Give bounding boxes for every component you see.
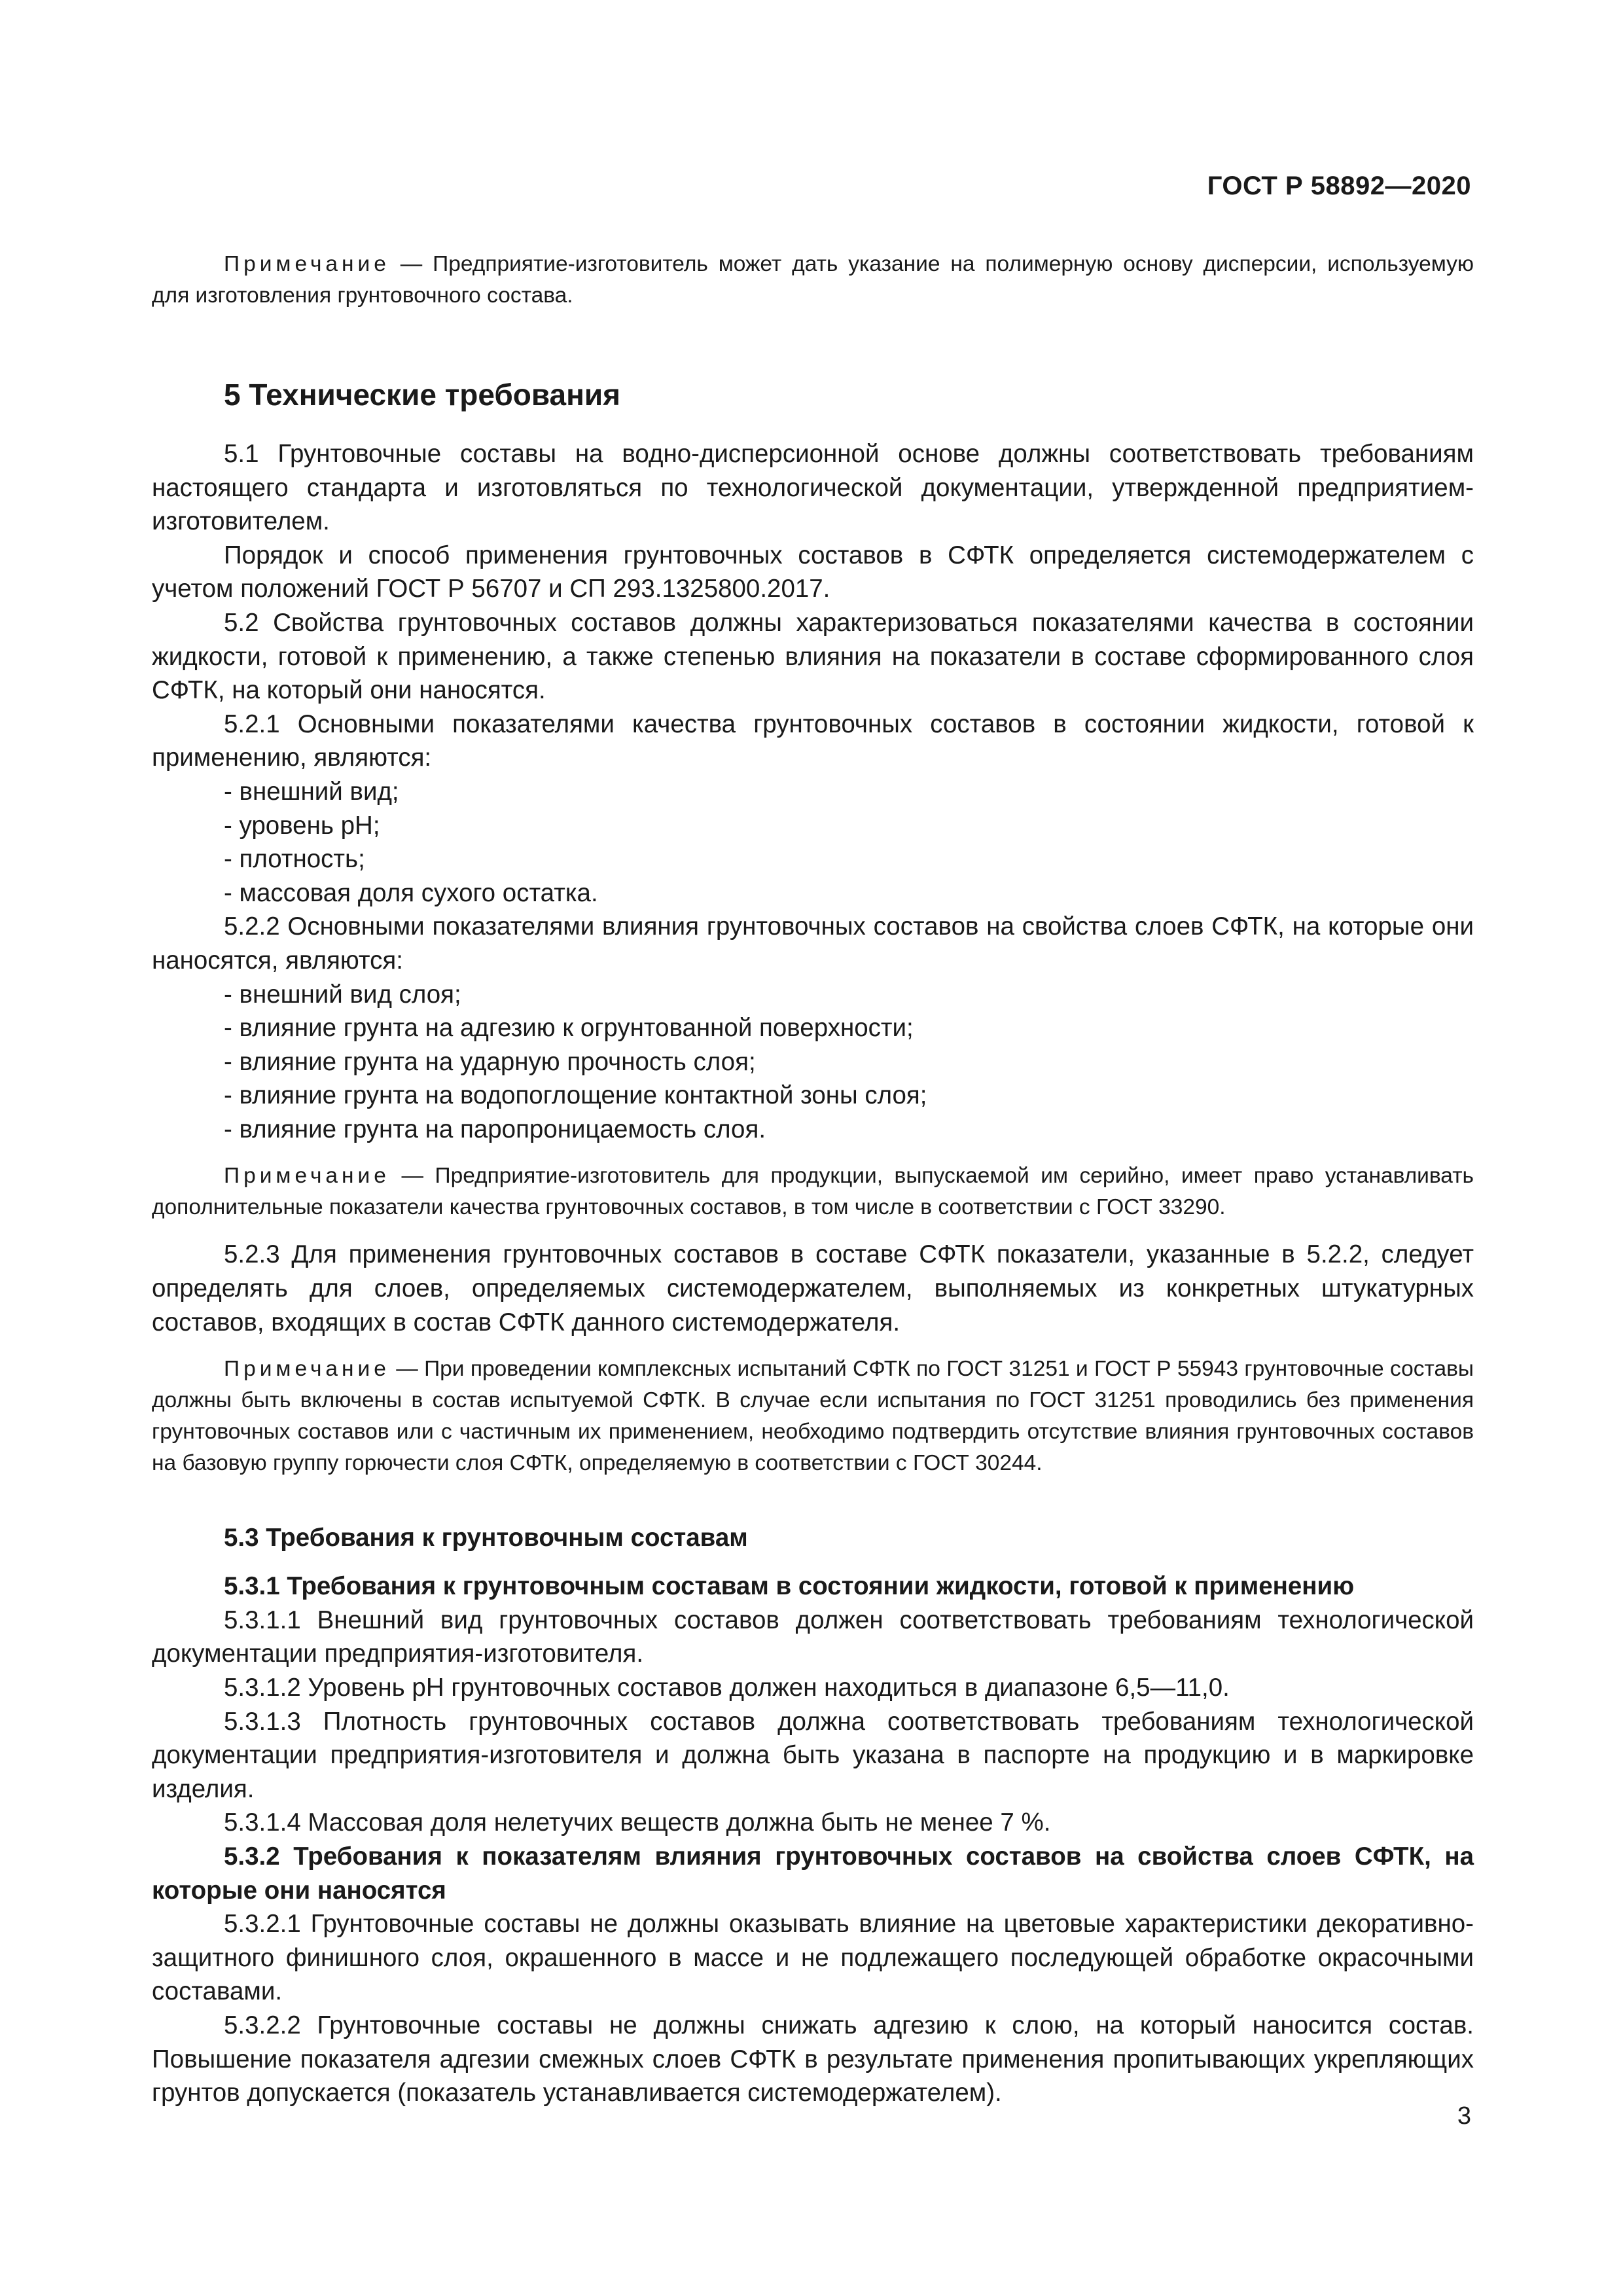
list-item: - внешний вид; [224, 777, 399, 806]
list-item: - влияние грунта на паропроницаемость слоя. [224, 1115, 766, 1143]
page-content [152, 249, 1474, 2110]
note-text: — Предприятие-изготовитель для продукции, выпускаемой им серийно, имеет право устанавливать дополнительные показатели качества грунтовочных составов, в том числе в соответствии с ГОСТ 33290. [152, 1164, 1474, 1220]
paragraph-5-2: 5.2 Свойства грунтовочных составов должны характеризоваться показателями качества в состоянии жидкости, готовой к применению, а также степенью влияния на показатели в составе сформированного слоя СФТК, на который они наносятся. [152, 608, 1474, 705]
paragraph-5-3-1-1: 5.3.1.1 Внешний вид грунтовочных составов должен соответствовать требованиям технологической документации предприятия-изготовителя. [152, 1605, 1474, 1668]
note-label: Примечание [224, 1357, 390, 1382]
quality-indicators-list [152, 775, 1474, 910]
paragraph-5-3-2-1: 5.3.2.1 Грунтовочные составы не должны оказывать влияние на цветовые характеристики декоративно-защитного финишного слоя, окрашенного в массе и не подлежащего последующей обработке окрасочными составами. [152, 1910, 1474, 2006]
note-text: — При проведении комплексных испытаний СФТК по ГОСТ 31251 и ГОСТ Р 55943 грунтовочные составы должны быть включены в состав испытуемой СФТК. В случае если испытания по ГОСТ 31251 проводились без применения грунтовочных составов или с частичным их применением, необходимо подтвердить отсутствие влияния грунтовочных составов на базовую группу горючести слоя СФТК, определяемую в соответствии с ГОСТ 30244. [152, 1357, 1474, 1476]
paragraph-5-1: 5.1 Грунтовочные составы на водно-дисперсионной основе должны соответствовать требованиям настоящего стандарта и изготовляться по технологической документации, утвержденной предприятием-изготовителем. [152, 440, 1474, 536]
paragraph-5-3-2-2: 5.3.2.2 Грунтовочные составы не должны снижать адгезию к слою, на который наносится состав. Повышение показателя адгезии смежных слоев СФТК в результате применения пропитывающих укрепляющих грунтов допускается (показатель устанавливается системодержателем). [152, 2011, 1474, 2108]
page-number: 3 [1457, 2102, 1471, 2130]
list-item: - влияние грунта на ударную прочность слоя; [224, 1047, 756, 1076]
note-text: — Предприятие-изготовитель может дать указание на полимерную основу дисперсии, используемую для изготовления грунтовочного состава. [152, 252, 1474, 308]
list-item: - внешний вид слоя; [224, 980, 461, 1009]
paragraph-5-2-3: 5.2.3 Для применения грунтовочных составов в составе СФТК показатели, указанные в 5.2.2, следует определять для слоев, определяемых системодержателем, выполняемых из конкретных штукатурных составов, входящих в состав СФТК данного системодержателя. [152, 1240, 1474, 1336]
influence-indicators-list [152, 978, 1474, 1147]
section-title: 5 Технические требования [224, 378, 620, 412]
note [152, 1354, 1474, 1479]
list-item: - влияние грунта на водопоглощение контактной зоны слоя; [224, 1081, 927, 1110]
paragraph-5-3-1-4: 5.3.1.4 Массовая доля нелетучих веществ должна быть не менее 7 %. [224, 1808, 1051, 1837]
paragraph-5-3-1-3: 5.3.1.3 Плотность грунтовочных составов должна соответствовать требованиям технологической документации предприятия-изготовителя и должна быть указана в паспорте на продукцию и в маркировке изделия. [152, 1707, 1474, 1803]
paragraph-5-3-1-2: 5.3.1.2 Уровень рН грунтовочных составов должен находиться в диапазоне 6,5—11,0. [224, 1674, 1230, 1702]
list-item: - массовая доля сухого остатка. [224, 878, 598, 907]
note [152, 1160, 1474, 1223]
note [152, 249, 1474, 312]
paragraph-5-2-2: 5.2.2 Основными показателями влияния грунтовочных составов на свойства слоев СФТК, на которые они наносятся, являются: [152, 912, 1474, 975]
document-id: ГОСТ Р 58892—2020 [1207, 171, 1471, 200]
paragraph-5-1-order: Порядок и способ применения грунтовочных составов в СФТК определяется системодержателем с учетом положений ГОСТ Р 56707 и СП 293.1325800.2017. [152, 541, 1474, 603]
list-item: - плотность; [224, 845, 365, 874]
note-label: Примечание [224, 252, 390, 276]
subsection-5-3-1-title: 5.3.1 Требования к грунтовочным составам в состоянии жидкости, готовой к применению [224, 1572, 1355, 1601]
list-item: - уровень рН; [224, 811, 380, 840]
subsection-5-3-2-title: 5.3.2 Требования к показателям влияния грунтовочных составов на свойства слоев СФТК, на которые они наносятся [152, 1842, 1474, 1905]
paragraph-5-2-1: 5.2.1 Основными показателями качества грунтовочных составов в состоянии жидкости, готовой к применению, являются: [152, 709, 1474, 772]
note-label: Примечание [224, 1164, 390, 1189]
list-item: - влияние грунта на адгезию к огрунтованной поверхности; [224, 1014, 914, 1043]
subsection-5-3-title: 5.3 Требования к грунтовочным составам [224, 1524, 748, 1552]
